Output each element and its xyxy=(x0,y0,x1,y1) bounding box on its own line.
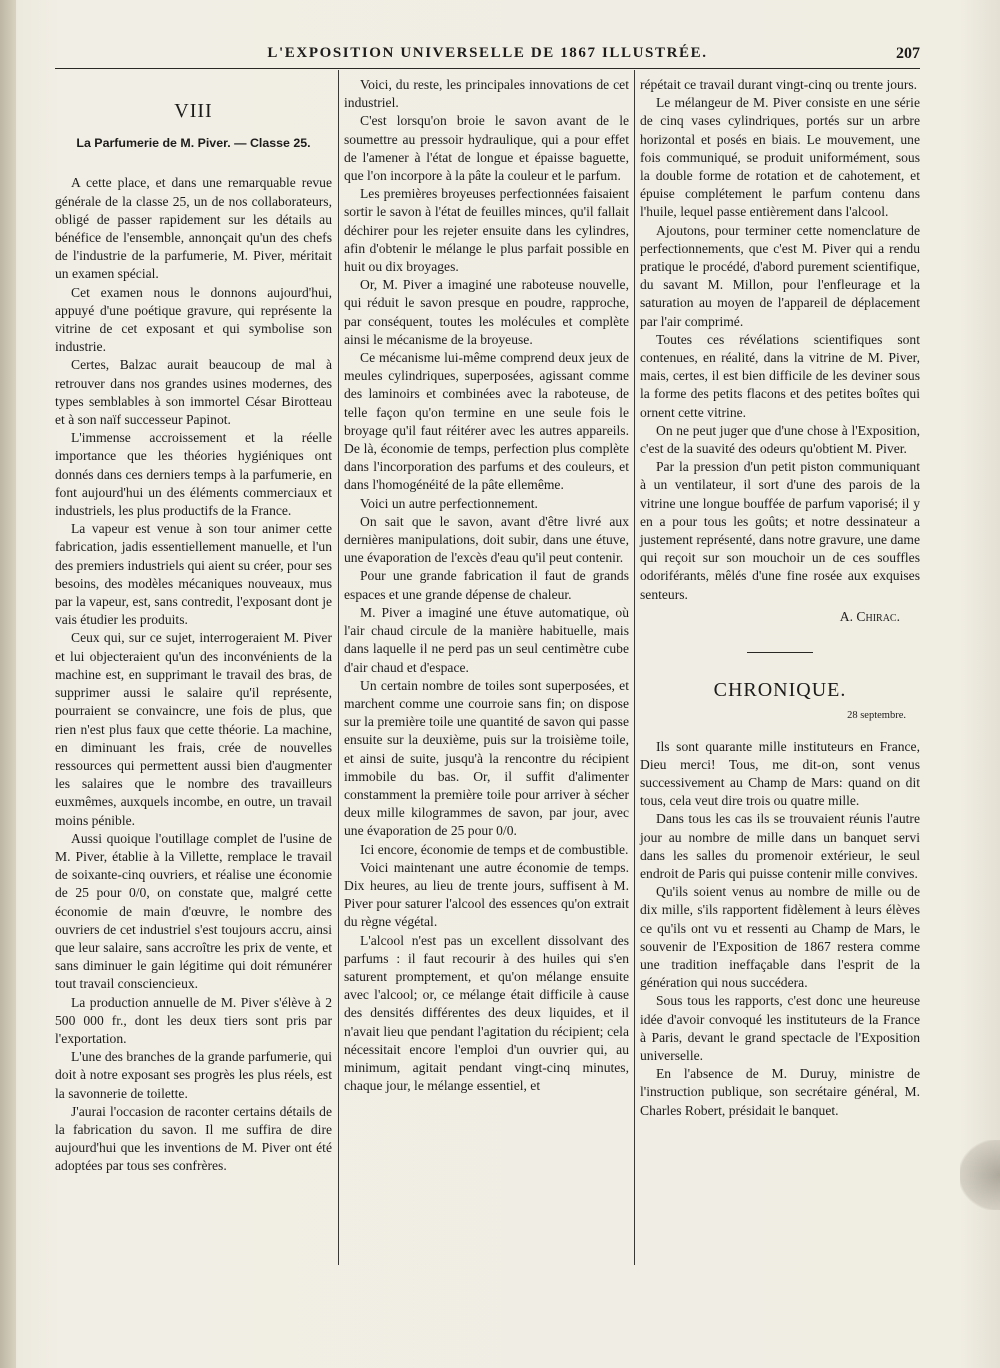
running-header xyxy=(55,45,920,67)
column-2-paragraph: L'alcool n'est pas un excellent dissolvant des parfums : il faut recourir à des huiles qui s'en saturent promptement, et qu'on mélange ensuite avec l'alcool; or, ce mélange était difficile à cause des densités différentes des deux liquides, et il n'avait lieu que pendant l'agitation du récipient; cela nécessitait encore l'emploi d'un ouvrier qui, au minimum, agitait pendant vingt-cinq minutes, chaque jour, le mélange essentiel, et xyxy=(344,932,629,1094)
column-2-paragraph: Or, M. Piver a imaginé une raboteuse nouvelle, qui réduit le savon presque en poudre, rapproche, par conséquent, toutes les molécules et complète ainsi le mécanisme de la broyeuse. xyxy=(344,277,629,347)
column-rule-2 xyxy=(634,70,635,1265)
column-2-paragraph: Voici un autre perfectionnement. xyxy=(360,495,538,511)
chronique-body xyxy=(640,738,920,1120)
running-title: L'EXPOSITION UNIVERSELLE DE 1867 ILLUSTRÉE. xyxy=(267,45,708,61)
column-2-paragraph: C'est lorsqu'on broie le savon avant de le soumettre au pressoir hydraulique, qui a pour effet de l'amener à l'état de longue et épaisse baguette, que l'on incorpore à la pâte la couleur et le parfum. xyxy=(344,113,629,184)
column-2-paragraph: Un certain nombre de toiles sont superposées, et marchent comme une courroie sans fin; on dispose sur la première toile une quantité de savon qui passe ensuite sur la deuxième, puis sur la troisième toile, et ainsi de suite, jusqu'à la rencontre du récipient immobile du bas. Or, il suffit d'alimenter constamment la première toile pour arriver à sécher deux mille kilogrammes de savon, par jour, avec une évaporation de 25 pour 0/0. xyxy=(344,677,629,839)
column-3 xyxy=(640,76,920,1120)
column-1-paragraph: Aussi quoique l'outillage complet de l'usine de M. Piver, établie à la Villette, remplace le travail de soixante-cinq ouvriers, et réalise une économie de 25 pour 0/0, on constate que, malgré cette économie de main d'œuvre, le nombre des ouvriers de cet industriel s'est toujours accru, ainsi que leur salaire, sans accroître les prix de vente, et sans diminuer le gain légitime qui doit rémunérer tout travail consciencieux. xyxy=(55,830,332,992)
header-rule xyxy=(55,68,920,69)
column-2-body xyxy=(344,76,629,1095)
column-2-paragraph: Voici, du reste, les principales innovations de cet industriel. xyxy=(344,77,629,111)
column-2-paragraph: Voici maintenant une autre économie de temps. Dix heures, au lieu de trente jours, suffisent à M. Piver pour saturer l'alcool des essences qu'on extrait du règne végétal. xyxy=(344,859,629,930)
column-2-paragraph: M. Piver a imaginé une étuve automatique, où l'air chaud circule de la manière habituelle, mais dans laquelle il ne perd pas un seul centimètre cube d'air chaud et d'espace. xyxy=(344,604,629,675)
chronique-paragraph: Sous tous les rapports, c'est donc une heureuse idée d'avoir convoqué les instituteurs de la France à Paris, devant le grand spectacle de l'Exposition universelle. xyxy=(640,993,920,1063)
column-3-paragraph: répétait ce travail durant vingt-cinq ou trente jours. xyxy=(640,77,918,92)
chronique-paragraph: En l'absence de M. Duruy, ministre de l'instruction publique, son secrétaire général, M. Charles Robert, présidait le banquet. xyxy=(640,1066,920,1118)
chronique-paragraph: Qu'ils soient venus au nombre de mille ou de dix mille, s'ils rapportent fidèlement à leurs élèves ce qu'ils ont vu et ressenti au Champ de Mars, le souvenir de l'Exposition de 1867 restera comme une tradition ineffaçable dans l'esprit de la génération qui nous succédera. xyxy=(640,884,920,991)
page-number: 207 xyxy=(896,45,920,62)
column-1-paragraph: L'immense accroissement et la réelle importance que les théories hygiéniques ont donnés dans ces derniers temps à la parfumerie, en font aujourd'hui un des éléments commerciaux et industriels, les plus productifs de la France. xyxy=(55,430,332,519)
column-3-paragraph: Toutes ces révélations scientifiques sont contenues, en réalité, dans la vitrine de M. Piver, mais, certes, il est bien difficile de les deviner sous la forme des petits flacons et des petites boîtes qui ornent cette vitrine. xyxy=(640,331,920,420)
column-rule-1 xyxy=(338,70,339,1265)
chronique-date: 28 septembre. xyxy=(847,710,906,722)
section-number: VIII xyxy=(174,100,213,122)
column-1-paragraph: Certes, Balzac aurait beaucoup de mal à retrouver dans nos grandes usines modernes, des types semblables à son immortel César Birotteau et à son naïf successeur Papinot. xyxy=(55,357,332,428)
chronique-title: CHRONIQUE. xyxy=(713,679,847,702)
page-curl-shadow xyxy=(960,1140,1000,1210)
column-3-paragraph: Par la pression d'un petit piston communiquant à un ventilateur, il sort d'une des parois de la vitrine une longue bouffée de parfum vaporisé; il y en a pour tous les goûts; et notre dessinateur a justement représenté, dans notre gravure, une dame qui reçoit sur son mouchoir un de ces souffles odoriférants, mêlés d'une fine rosée aux exquises senteurs. xyxy=(640,459,920,602)
column-3-body xyxy=(640,76,920,604)
column-1-paragraph: La production annuelle de M. Piver s'élève à 2 500 000 fr., dont les deux tiers sont pris par l'exportation. xyxy=(55,994,332,1046)
column-2-paragraph: Pour une grande fabrication il faut de grands espaces et une grande dépense de chaleur. xyxy=(344,568,629,602)
author-signature: A. Chirac. xyxy=(839,608,900,624)
column-3-paragraph: Ajoutons, pour terminer cette nomenclature de perfectionnements, que c'est M. Piver qui a rendu pratique le procédé, d'abord purement scientifique, du savant M. Millon, pour l'enfleurage et la saturation au moyen de l'appareil de déplacement par l'air comprimé. xyxy=(640,222,920,329)
column-3-paragraph: On ne peut juger que d'une chose à l'Exposition, c'est de la suavité des odeurs qu'obtient M. Piver. xyxy=(640,422,920,457)
column-1-paragraph: Ceux qui, sur ce sujet, interrogeraient M. Piver et lui objecteraient qu'un des inconvénients de la machine est, en supprimant le travail des bras, de supprimer aussi le salaire qu'il représente, pourraient se convaincre, une fois de plus, que rien n'est plus faux que cette théorie. La machine, en diminuant les frais, crée de nouvelles ressources qui permettent aussi bien d'augmenter les salaires que le nombre des travailleurs euxmêmes, auxquels incombe, en outre, un travail moins pénible. xyxy=(55,630,332,828)
section-divider xyxy=(747,652,813,653)
column-1-paragraph: A cette place, et dans une remarquable revue générale de la classe 25, un de nos collaborateurs, obligé de passer rapidement sur les détails au bénéfice de l'ensemble, annonçait qu'un des chefs de l'industrie de la parfumerie, M. Piver, méritait un examen spécial. xyxy=(55,175,332,282)
column-1-body xyxy=(55,174,332,1175)
column-2-paragraph: Ici encore, économie de temps et de combustible. xyxy=(360,841,629,857)
chronique-paragraph: Ils sont quarante mille instituteurs en France, Dieu merci! Tous, me dit-on, sont venus successivement au Champ de Mars: quand on dit tous, cela veut dire trois ou quatre mille. xyxy=(640,738,920,809)
column-2-paragraph: Ce mécanisme lui-même comprend deux jeux de meules cylindriques, superposées, agissant comme des laminoirs et combinées avec la raboteuse, de telle façon qu'on termine en une seule fois le broyage qu'il faut réitérer avec les autres appareils. De là, économie de temps, perfection plus complète dans l'incorporation des parfums et des couleurs, et dans l'homogénéité de la pâte ellemême. xyxy=(344,350,629,493)
column-1-paragraph: Cet examen nous le donnons aujourd'hui, appuyé d'une poétique gravure, qui représente la vitrine de cet exposant et qui symbolise son industrie. xyxy=(55,284,332,355)
column-2-paragraph: Les premières broyeuses perfectionnées faisaient sortir le savon à l'état de feuilles minces, qu'il fallait déchirer pour les rejeter ensuite dans les cylindres, afin d'obtenir le mélange le plus parfait possible en huit ou dix broyages. xyxy=(344,186,629,275)
column-3-paragraph: Le mélangeur de M. Piver consiste en une série de cinq vases cylindriques, portés sur un arbre horizontal et posés en biais. Le mouvement, une fois communiqué, se produit uniformément, sous la double forme de rotation et de cahotement, et épuise complétement le parfum contenu dans l'huile, lequel passe entièrement dans l'alcool. xyxy=(640,95,920,220)
column-1-paragraph: J'aurai l'occasion de raconter certains détails de la fabrication du savon. Il me suffira de dire aujourd'hui que les inventions de M. Piver ont été adoptées par tous ses confrères. xyxy=(55,1103,332,1174)
column-2 xyxy=(344,76,629,1095)
column-1 xyxy=(55,76,332,1176)
column-1-paragraph: La vapeur est venue à son tour animer cette fabrication, jadis essentiellement manuelle, et l'un des premiers industriels qui aient su créer, pour ses besoins, des modèles mécaniques nouveaux, mus par la vapeur, est, sans contredit, l'exposant dont je vais étudier les produits. xyxy=(55,521,332,628)
column-2-paragraph: On sait que le savon, avant d'être livré aux dernières manipulations, doit subir, dans une étuve, une évaporation de l'excès d'eau qu'il peut contenir. xyxy=(344,513,629,566)
chronique-paragraph: Dans tous les cas ils se trouvaient réunis l'autre jour au nombre de mille dans un banquet servi dans les salles du promenoir extérieur, le seul endroit de Paris qui puisse contenir mille convives. xyxy=(640,811,920,881)
article-heading: La Parfumerie de M. Piver. — Classe 25. xyxy=(76,136,311,151)
binding-gutter xyxy=(0,0,16,1368)
column-1-paragraph: L'une des branches de la grande parfumerie, qui doit à notre exposant ses progrès les plus réels, est la savonnerie de toilette. xyxy=(55,1049,332,1101)
